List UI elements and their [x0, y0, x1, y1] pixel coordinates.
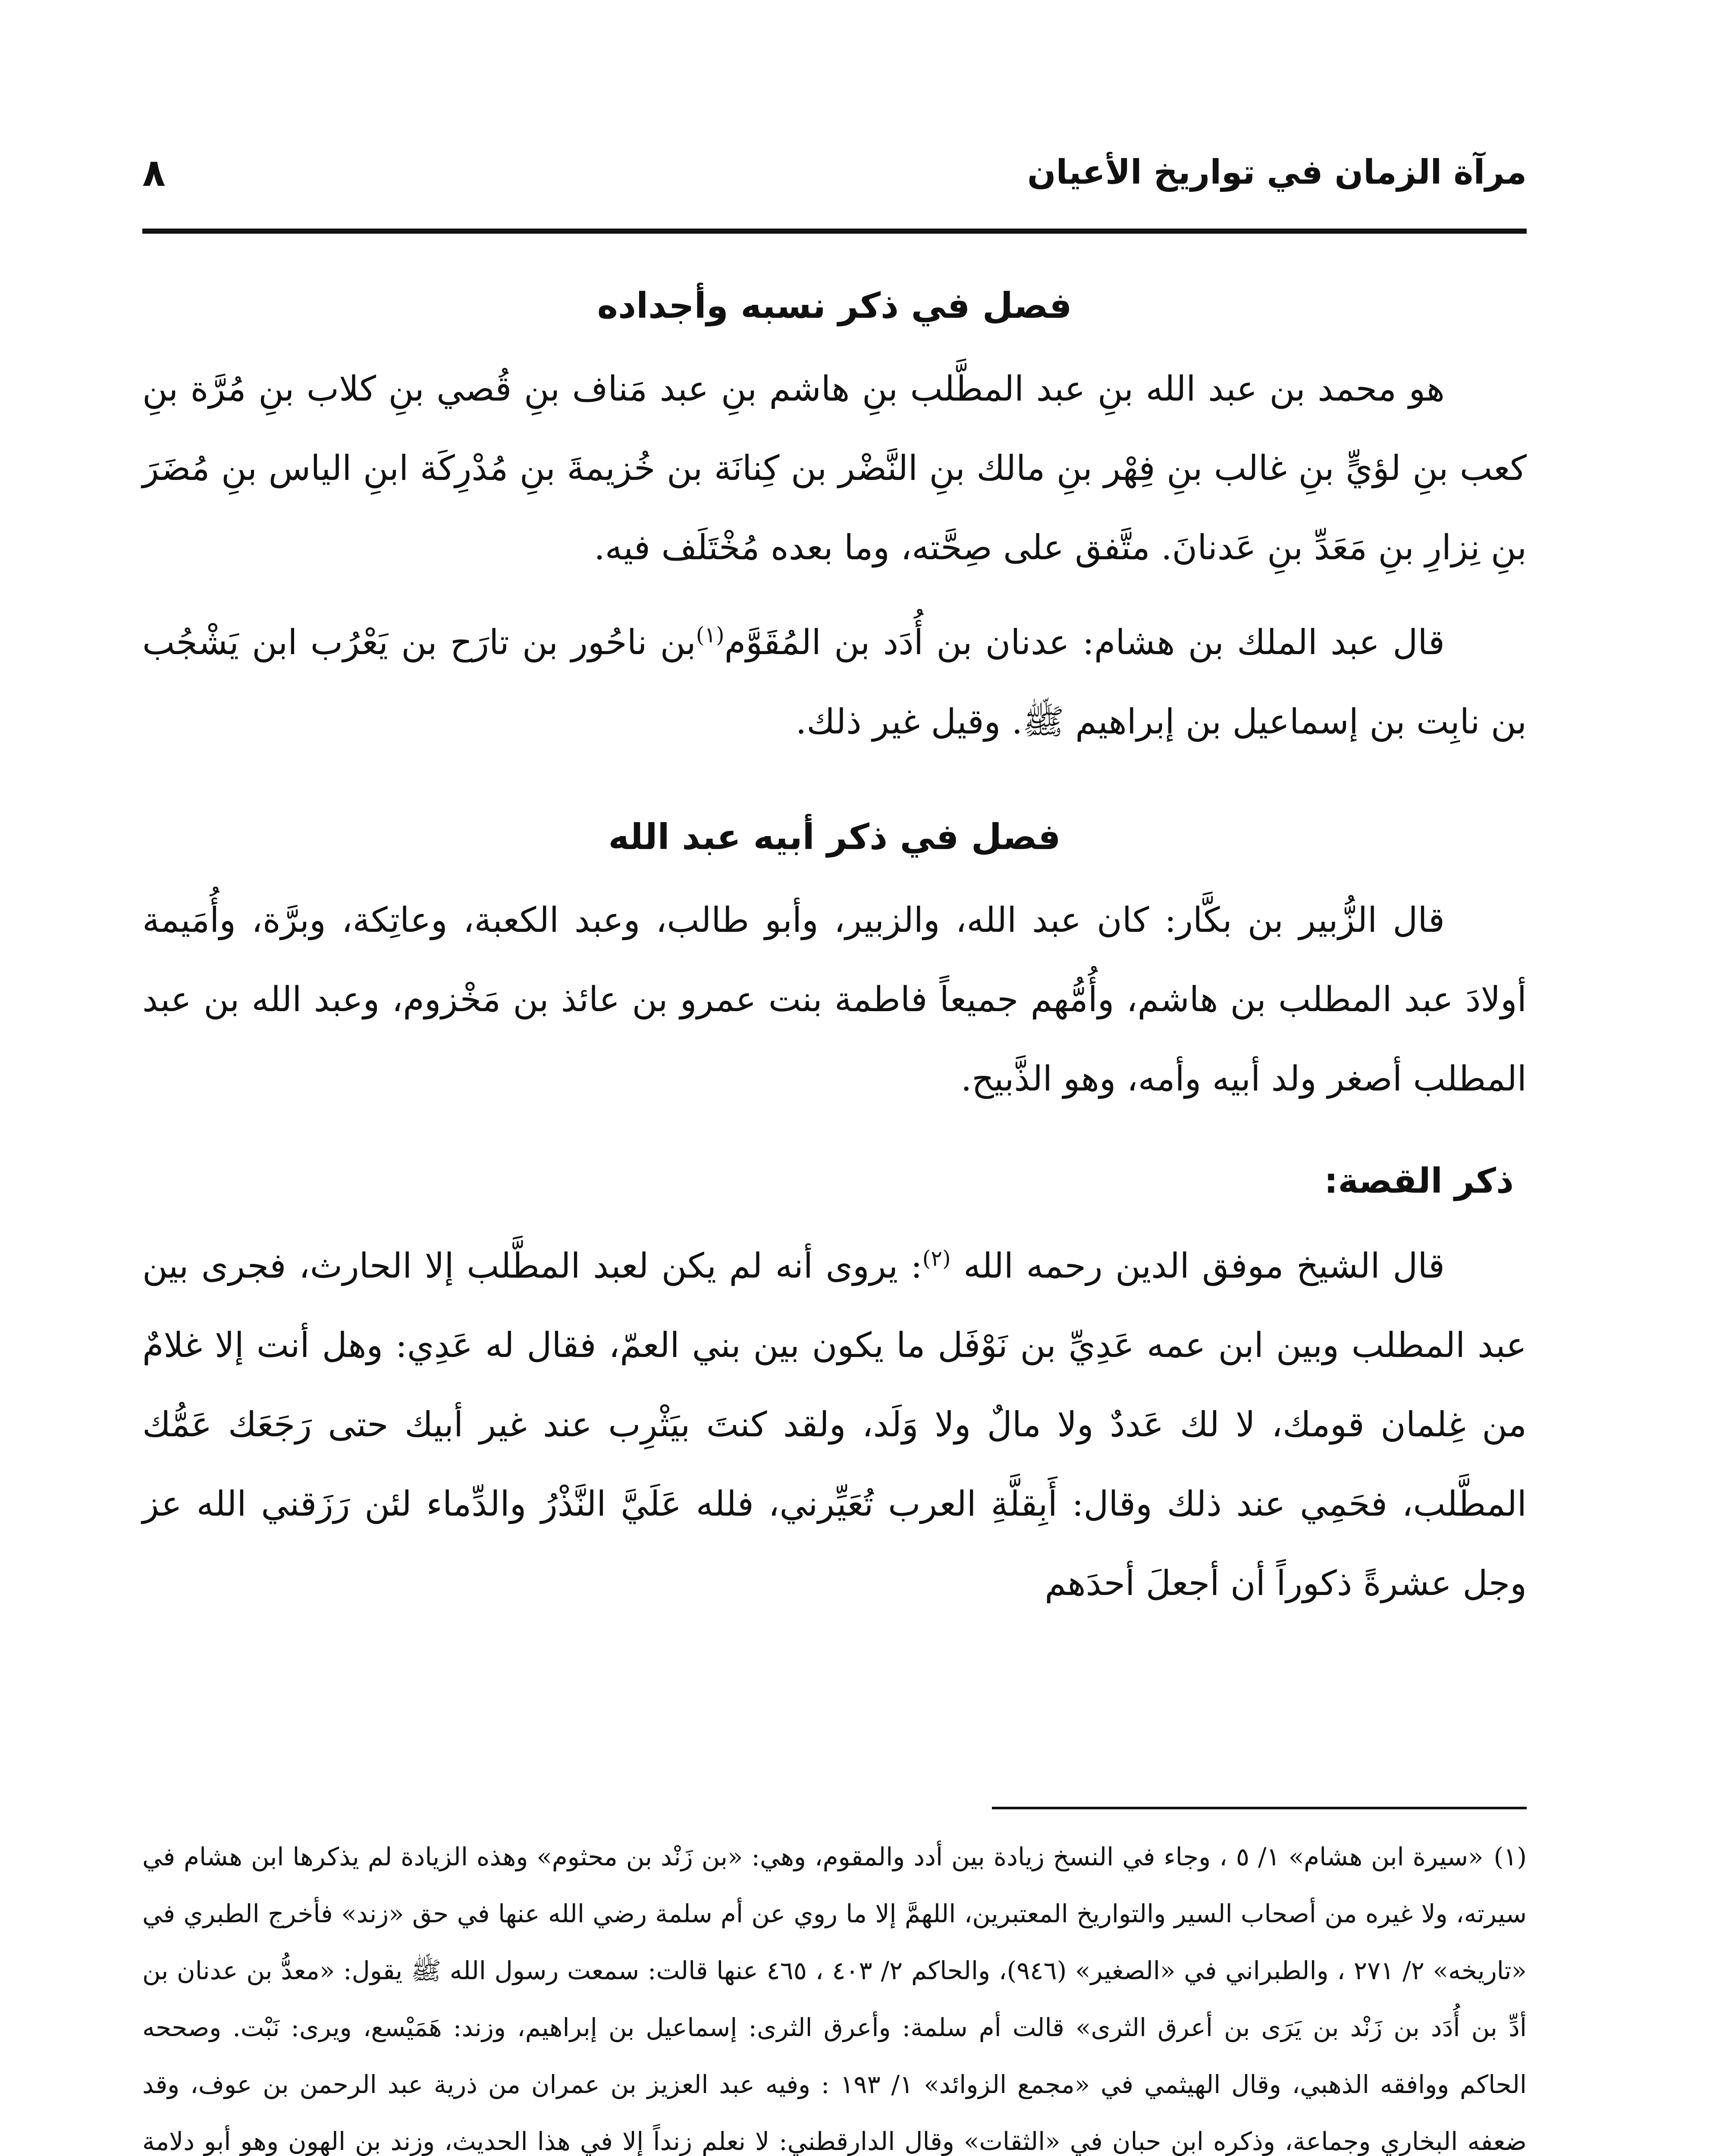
footnote-1-text: «سيرة ابن هشام» ١/ ٥ ، وجاء في النسخ زيادة بين أدد والمقوم، وهي: «بن زَنْد بن محثوم» وهذه الزيادة لم يذكرها ابن هشام في سيرته، ولا غيره من أصحاب السير والتواريخ المعتبرين، اللهمَّ إلا ما روي عن أم سلمة رضي الله عنها في حق «زند» فأخرج الطبري في «تاريخه» ٢/ ٢٧١ ، والطبراني في «الصغير» (٩٤٦)، والحاكم ٢/ ٤٠٣ ، ٤٦٥ عنها قالت: سمعت رسول الله ﷺ يقول: «معدُّ بن عدنان بن أدِّ بن أُدَد بن زَنْد بن يَرَى بن أعرق الثرى» قالت أم سلمة: وأعرق الثرى: إسماعيل بن إبراهيم، وزند: هَمَيْسع، ويرى: نَبْت. وصححه الحاكم ووافقه الذهبي، وقال الهيثمي في «مجمع الزوائد» ١/ ١٩٣ : وفيه عبد العزيز بن عمران من ذرية عبد الرحمن بن عوف، وقد ضعفه البخاري وجماعة، وذكره ابن حبان في «الثقات» وقال الدارقطني: لا نعلم زنداً إلا في هذا الحديث، وزند بن الهون وهو أبو دلامة — [142, 1842, 1527, 2156]
paragraph-ibn-hisham — [142, 603, 1527, 761]
section-heading-lineage: فصل في ذكر نسبه وأجداده — [597, 285, 1072, 326]
book-page — [142, 0, 1527, 2156]
paragraph-ibn-hisham-start: قال عبد الملك بن هشام: عدنان بن أُدَد بن المُقَوَّم — [724, 622, 1445, 662]
page-number: ٨ — [142, 150, 166, 195]
footnotes — [142, 1828, 1527, 2156]
running-header — [142, 142, 1527, 203]
paragraph-lineage: هو محمد بن عبد الله بنِ عبد المطَّلب بنِ هاشم بنِ عبد مَناف بنِ قُصي بنِ كلاب بنِ مُرَّة بنِ كعب بنِ لؤيٍّ بنِ غالب بنِ فِهْر بنِ مالك بنِ النَّضْر بن كِنانَة بن خُزيمةَ بنِ مُدْرِكَة ابنِ الياس بنِ مُضَرَ بنِ نِزارِ بنِ مَعَدِّ بنِ عَدنانَ. متَّفق على صِحَّته، وما بعده مُخْتَلَف فيه. — [142, 369, 1527, 567]
section-heading-father: فصل في ذكر أبيه عبد الله — [608, 817, 1061, 858]
header-rule — [142, 229, 1527, 234]
story-subheading: ذكر القصة: — [1324, 1161, 1514, 1201]
body-text — [142, 276, 1527, 1639]
book-title: مرآة الزمان في تواريخ الأعيان — [1027, 153, 1527, 192]
footnote-1-marker: (١) — [1493, 1842, 1527, 1871]
paragraph-zubayr: قال الزُّبير بن بكَّار: كان عبد الله، والزبير، وأبو طالب، وعبد الكعبة، وعاتِكة، وبرَّة، وأُمَيمة أولادَ عبد المطلب بن هاشم، وأُمُّهم جميعاً فاطمة بنت عمرو بن عائذ بن مَخْزوم، وعبد الله بن عبد المطلب أصغر ولد أبيه وأمه، وهو الذَّبيح. — [142, 900, 1527, 1099]
footnote-ref-1[interactable]: (١) — [696, 622, 725, 648]
paragraph-story-rest: : يروى أنه لم يكن لعبد المطَّلب إلا الحارث، فجرى بين عبد المطلب وبين ابن عمه عَدِيِّ بن نَوْفَل ما يكون بين بني العمّ، فقال له عَدِي: وهل أنت إلا غلامٌ من غِلمان قومك، لا لك عَددٌ ولا مالٌ ولا وَلَد، ولقد كنتَ بيَثْرِب عند غير أبيك حتى رَجَعَك عَمُّك المطَّلب، فحَمِي عند ذلك وقال: أَبِقلَّةِ العرب تُعَيِّرني، فلله عَلَيَّ النَّذْرُ والدِّماء لئن رَزَقني الله عز وجل عشرةً ذكوراً أن أجعلَ أحدَهم — [142, 1246, 1527, 1603]
paragraph-ibn-hisham-end: بن ناحُور بن تارَح بن يَعْرُب ابن يَشْجُب بن نابِت بن إسماعيل بن إبراهيم ﷺ. وقيل غير ذلك. — [142, 622, 1527, 742]
section-gap — [142, 777, 1527, 807]
paragraph-story — [142, 1226, 1527, 1623]
footnote-1 — [142, 1828, 1527, 2156]
paragraph-story-start: قال الشيخ موفق الدين رحمه الله — [963, 1246, 1445, 1286]
footnote-ref-2[interactable]: (٢) — [922, 1246, 951, 1271]
footnote-rule — [992, 1807, 1527, 1809]
